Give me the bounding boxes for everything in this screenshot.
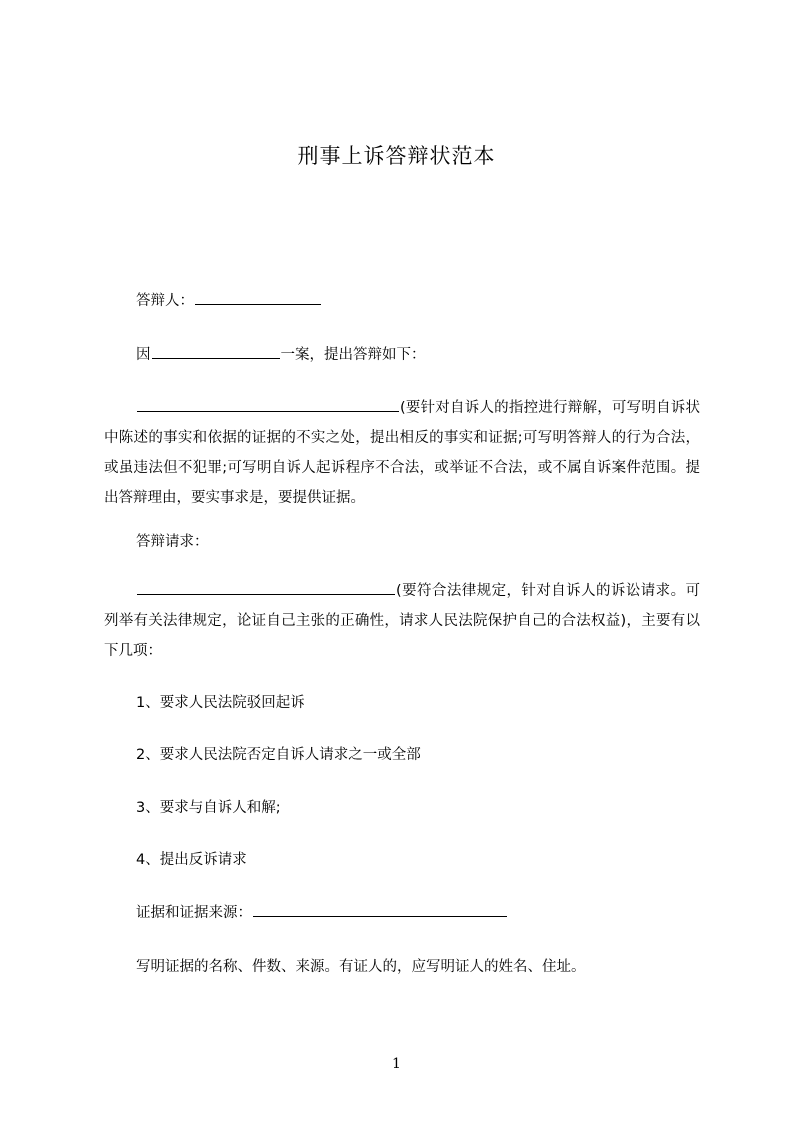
request-item-1: 1、要求人民法院驳回起诉 — [136, 695, 305, 711]
page-number: 1 — [392, 1056, 401, 1072]
case-prefix: 因 — [136, 347, 151, 363]
evidence-label: 证据和证据来源： — [136, 905, 252, 921]
respondent-line — [104, 286, 700, 316]
request-item-2: 2、要求人民法院否定自诉人请求之一或全部 — [136, 747, 421, 763]
evidence-note: 写明证据的名称、件数、来源。有证人的，应写明证人的姓名、住址。 — [136, 959, 586, 975]
defense-paragraph — [104, 393, 700, 513]
case-blank[interactable] — [152, 342, 280, 359]
defense-guidance: (要针对自诉人的指控进行辩解，可写明自诉状中陈述的事实和依据的证据的不实之处，提出相反的事实和证据;可写明答辩人的行为合法，或虽违法但不犯罪;可写明自诉人起诉程序不合法，或举证不合法，或不属自诉案件范围。提出答辩理由，要实事求是，要提供证据。 — [104, 400, 700, 506]
request-paragraph — [104, 576, 700, 666]
request-heading: 答辩请求： — [136, 534, 209, 550]
evidence-line — [104, 898, 700, 928]
respondent-blank[interactable] — [195, 288, 321, 305]
request-blank[interactable] — [137, 578, 395, 595]
case-line — [104, 340, 700, 370]
request-guidance: (要符合法律规定，针对自诉人的诉讼请求。可列举有关法律规定，论证自己主张的正确性，请求人民法院保护自己的合法权益)，主要有以下几项： — [104, 583, 700, 659]
defense-blank[interactable] — [137, 395, 399, 412]
page-title: 刑事上诉答辩状范本 — [297, 144, 496, 168]
request-item-3: 3、要求与自诉人和解; — [136, 800, 281, 816]
request-item-4: 4、提出反诉请求 — [136, 852, 247, 868]
evidence-blank[interactable] — [253, 900, 507, 917]
case-suffix: 一案，提出答辩如下： — [280, 347, 426, 363]
respondent-label: 答辩人： — [136, 293, 194, 309]
